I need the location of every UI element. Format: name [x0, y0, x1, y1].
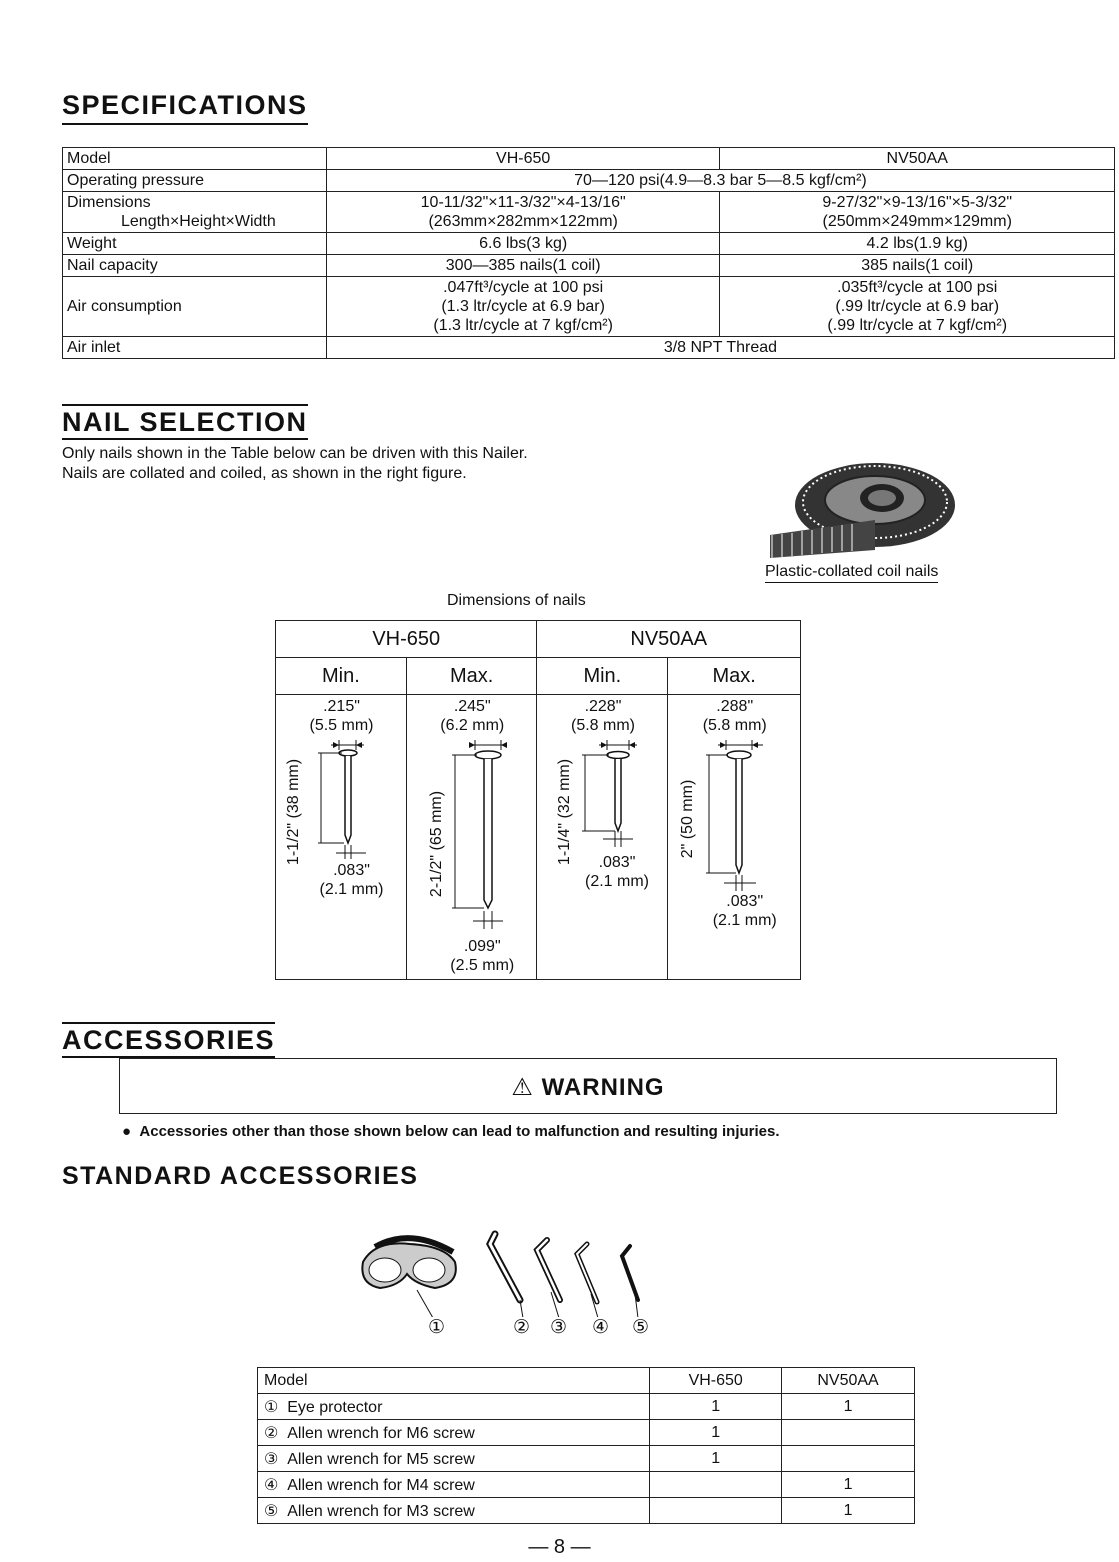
spec-air-inlet-label: Air inlet: [63, 337, 327, 359]
acc-num: ①: [264, 1398, 279, 1416]
acc-qty-vh650: 1: [650, 1446, 782, 1472]
spec-pressure-label: Operating pressure: [63, 170, 327, 192]
spec-air-nv50aa-line: (.99 ltr/cycle at 7 kgf/cm²): [827, 317, 1008, 334]
spec-model-label: Model: [63, 148, 327, 170]
accessories-heading: ACCESSORIES: [62, 1022, 275, 1058]
spec-dim-vh650-in: 10-11/32"×11-3/32"×4-13/16": [420, 194, 626, 211]
nail-head-mm: (6.2 mm): [440, 717, 505, 734]
acc-qty-nv50aa: [782, 1446, 915, 1472]
spec-pressure-value: 70—120 psi(4.9—8.3 bar 5—8.5 kgf/cm²): [326, 170, 1114, 192]
spec-weight-nv50aa: 4.2 lbs(1.9 kg): [720, 233, 1115, 255]
acc-name: Allen wrench for M5 screw: [287, 1450, 475, 1468]
acc-qty-vh650: [650, 1472, 782, 1498]
acc-item: [258, 1446, 650, 1472]
dims-vh650-min: Min.: [276, 658, 407, 695]
specifications-table: [62, 147, 1115, 359]
spec-air-inlet-value: 3/8 NPT Thread: [326, 337, 1114, 359]
acc-name: Allen wrench for M6 screw: [287, 1424, 475, 1442]
nail-shank-in: .099": [463, 938, 501, 955]
spec-dimensions-vh650: [326, 192, 720, 233]
standard-accessories-heading: STANDARD ACCESSORIES: [62, 1162, 419, 1190]
spec-weight-vh650: 6.6 lbs(3 kg): [326, 233, 720, 255]
nail-length: 2-1/2" (65 mm): [427, 790, 445, 898]
nail-drawing: [407, 735, 538, 940]
nail-selection-line1: Only nails shown in the Table below can be driven with this Nailer.: [62, 445, 528, 462]
spec-model-nv50aa: NV50AA: [720, 148, 1115, 170]
callout-3: ③: [550, 1317, 568, 1338]
nail-head-mm: (5.8 mm): [570, 717, 635, 734]
bullet-icon: ●: [122, 1123, 140, 1140]
acc-item: [258, 1394, 650, 1420]
dims-model-nv50aa: NV50AA: [537, 621, 801, 658]
spec-air-inlet-row: [63, 337, 1115, 359]
acc-num: ③: [264, 1450, 279, 1468]
nail-shank-in: .083": [598, 854, 636, 871]
spec-pressure-row: [63, 170, 1115, 192]
acc-name: Allen wrench for M4 screw: [287, 1476, 475, 1494]
nail-shank-mm: (2.1 mm): [712, 912, 777, 929]
acc-header-nv50aa: NV50AA: [782, 1368, 915, 1394]
spec-air-consumption-row: [63, 277, 1115, 337]
spec-air-vh650: [326, 277, 720, 337]
page-number: — 8 —: [528, 1536, 591, 1558]
spec-air-nv50aa-line: .035ft³/cycle at 100 psi: [837, 279, 998, 296]
spec-air-consumption-label: Air consumption: [63, 277, 327, 337]
table-row: [258, 1394, 915, 1420]
acc-num: ②: [264, 1424, 279, 1442]
warning-text-content: Accessories other than those shown below can lead to malfunction and resulting injuries.: [139, 1123, 780, 1140]
spec-dim-nv50aa-mm: (250mm×249mm×129mm): [822, 213, 1012, 230]
nail-shank-mm: (2.1 mm): [319, 881, 384, 898]
acc-item: [258, 1498, 650, 1524]
accessories-table: [257, 1367, 915, 1524]
acc-header-vh650: VH-650: [650, 1368, 782, 1394]
callout-2: ②: [513, 1317, 531, 1338]
spec-air-nv50aa: [720, 277, 1115, 337]
coil-caption: Plastic-collated coil nails: [765, 562, 938, 583]
callout-4: ④: [592, 1317, 610, 1338]
acc-qty-nv50aa: 1: [782, 1394, 915, 1420]
nail-head-in: .288": [716, 698, 754, 715]
warning-title: WARNING: [541, 1074, 665, 1101]
nail-head-in: .215": [323, 698, 360, 715]
spec-air-vh650-line: .047ft³/cycle at 100 psi: [443, 279, 604, 296]
spec-capacity-label: Nail capacity: [63, 255, 327, 277]
dims-model-vh650: VH-650: [276, 621, 537, 658]
spec-dim-nv50aa-in: 9-27/32"×9-13/16"×5-3/32": [822, 194, 1013, 211]
spec-air-vh650-line: (1.3 ltr/cycle at 6.9 bar): [441, 298, 605, 315]
acc-qty-vh650: [650, 1498, 782, 1524]
dims-nv50aa-max: Max.: [668, 658, 801, 695]
coil-nails-illustration: [760, 440, 975, 565]
nail-cell-nv50aa-min: [537, 695, 668, 980]
spec-weight-row: [63, 233, 1115, 255]
spec-dimensions-nv50aa: [720, 192, 1115, 233]
nail-cell-vh650-max: [406, 695, 537, 980]
acc-qty-nv50aa: 1: [782, 1472, 915, 1498]
spec-dimensions-sublabel: Length×Height×Width: [121, 213, 276, 230]
table-row: [258, 1420, 915, 1446]
specifications-heading: SPECIFICATIONS: [62, 92, 308, 125]
table-row: [258, 1472, 915, 1498]
nail-cell-vh650-min: [276, 695, 407, 980]
nail-head-in: .245": [453, 698, 491, 715]
acc-qty-nv50aa: 1: [782, 1498, 915, 1524]
nail-length: 1-1/4" (32 mm): [556, 758, 574, 866]
acc-qty-nv50aa: [782, 1420, 915, 1446]
acc-num: ⑤: [264, 1502, 279, 1520]
accessories-illustration: [355, 1222, 665, 1317]
acc-item: [258, 1472, 650, 1498]
spec-capacity-vh650: 300—385 nails(1 coil): [326, 255, 720, 277]
nail-shank-in: .083": [333, 862, 370, 879]
dims-vh650-max: Max.: [406, 658, 537, 695]
allen-wrench-m3-icon: [622, 1246, 638, 1300]
nail-shank-mm: (2.1 mm): [584, 873, 649, 890]
nail-head-mm: (5.5 mm): [309, 717, 374, 734]
acc-model-label: Model: [258, 1368, 650, 1394]
spec-dimensions-label: [63, 192, 327, 233]
spec-model-vh650: VH-650: [326, 148, 720, 170]
spec-air-nv50aa-line: (.99 ltr/cycle at 6.9 bar): [835, 298, 1000, 315]
callout-5: ⑤: [632, 1317, 650, 1338]
acc-qty-vh650: 1: [650, 1420, 782, 1446]
dims-nv50aa-min: Min.: [537, 658, 668, 695]
warning-text: [122, 1123, 780, 1140]
nail-cell-nv50aa-max: [668, 695, 801, 980]
nail-head-mm: (5.8 mm): [702, 717, 767, 734]
table-row: [258, 1498, 915, 1524]
nail-length: 2" (50 mm): [679, 779, 697, 859]
nail-dimensions-table: [275, 620, 801, 980]
nail-length: 1-1/2" (38 mm): [285, 758, 302, 866]
spec-capacity-nv50aa: 385 nails(1 coil): [720, 255, 1115, 277]
spec-weight-label: Weight: [63, 233, 327, 255]
callout-1: ①: [428, 1317, 446, 1338]
spec-dim-vh650-mm: (263mm×282mm×122mm): [428, 213, 618, 230]
warning-box: [119, 1058, 1057, 1114]
acc-item: [258, 1420, 650, 1446]
spec-header-row: [63, 148, 1115, 170]
nail-selection-line2: Nails are collated and coiled, as shown in the right figure.: [62, 465, 467, 482]
nail-shank-mm: (2.5 mm): [450, 957, 515, 974]
spec-air-vh650-line: (1.3 ltr/cycle at 7 kgf/cm²): [433, 317, 613, 334]
acc-name: Eye protector: [287, 1398, 383, 1416]
accessories-header-row: [258, 1368, 915, 1394]
acc-name: Allen wrench for M3 screw: [287, 1502, 475, 1520]
acc-qty-vh650: 1: [650, 1394, 782, 1420]
spec-dimensions-row: [63, 192, 1115, 233]
table-row: [258, 1446, 915, 1472]
acc-num: ④: [264, 1476, 279, 1494]
nail-shank-in: .083": [726, 893, 764, 910]
dims-title: Dimensions of nails: [447, 592, 586, 609]
nail-head-in: .228": [584, 698, 622, 715]
spec-dimensions-title: Dimensions: [67, 194, 151, 211]
warning-icon: ⚠: [511, 1074, 534, 1101]
spec-capacity-row: [63, 255, 1115, 277]
nail-selection-heading: NAIL SELECTION: [62, 404, 308, 440]
